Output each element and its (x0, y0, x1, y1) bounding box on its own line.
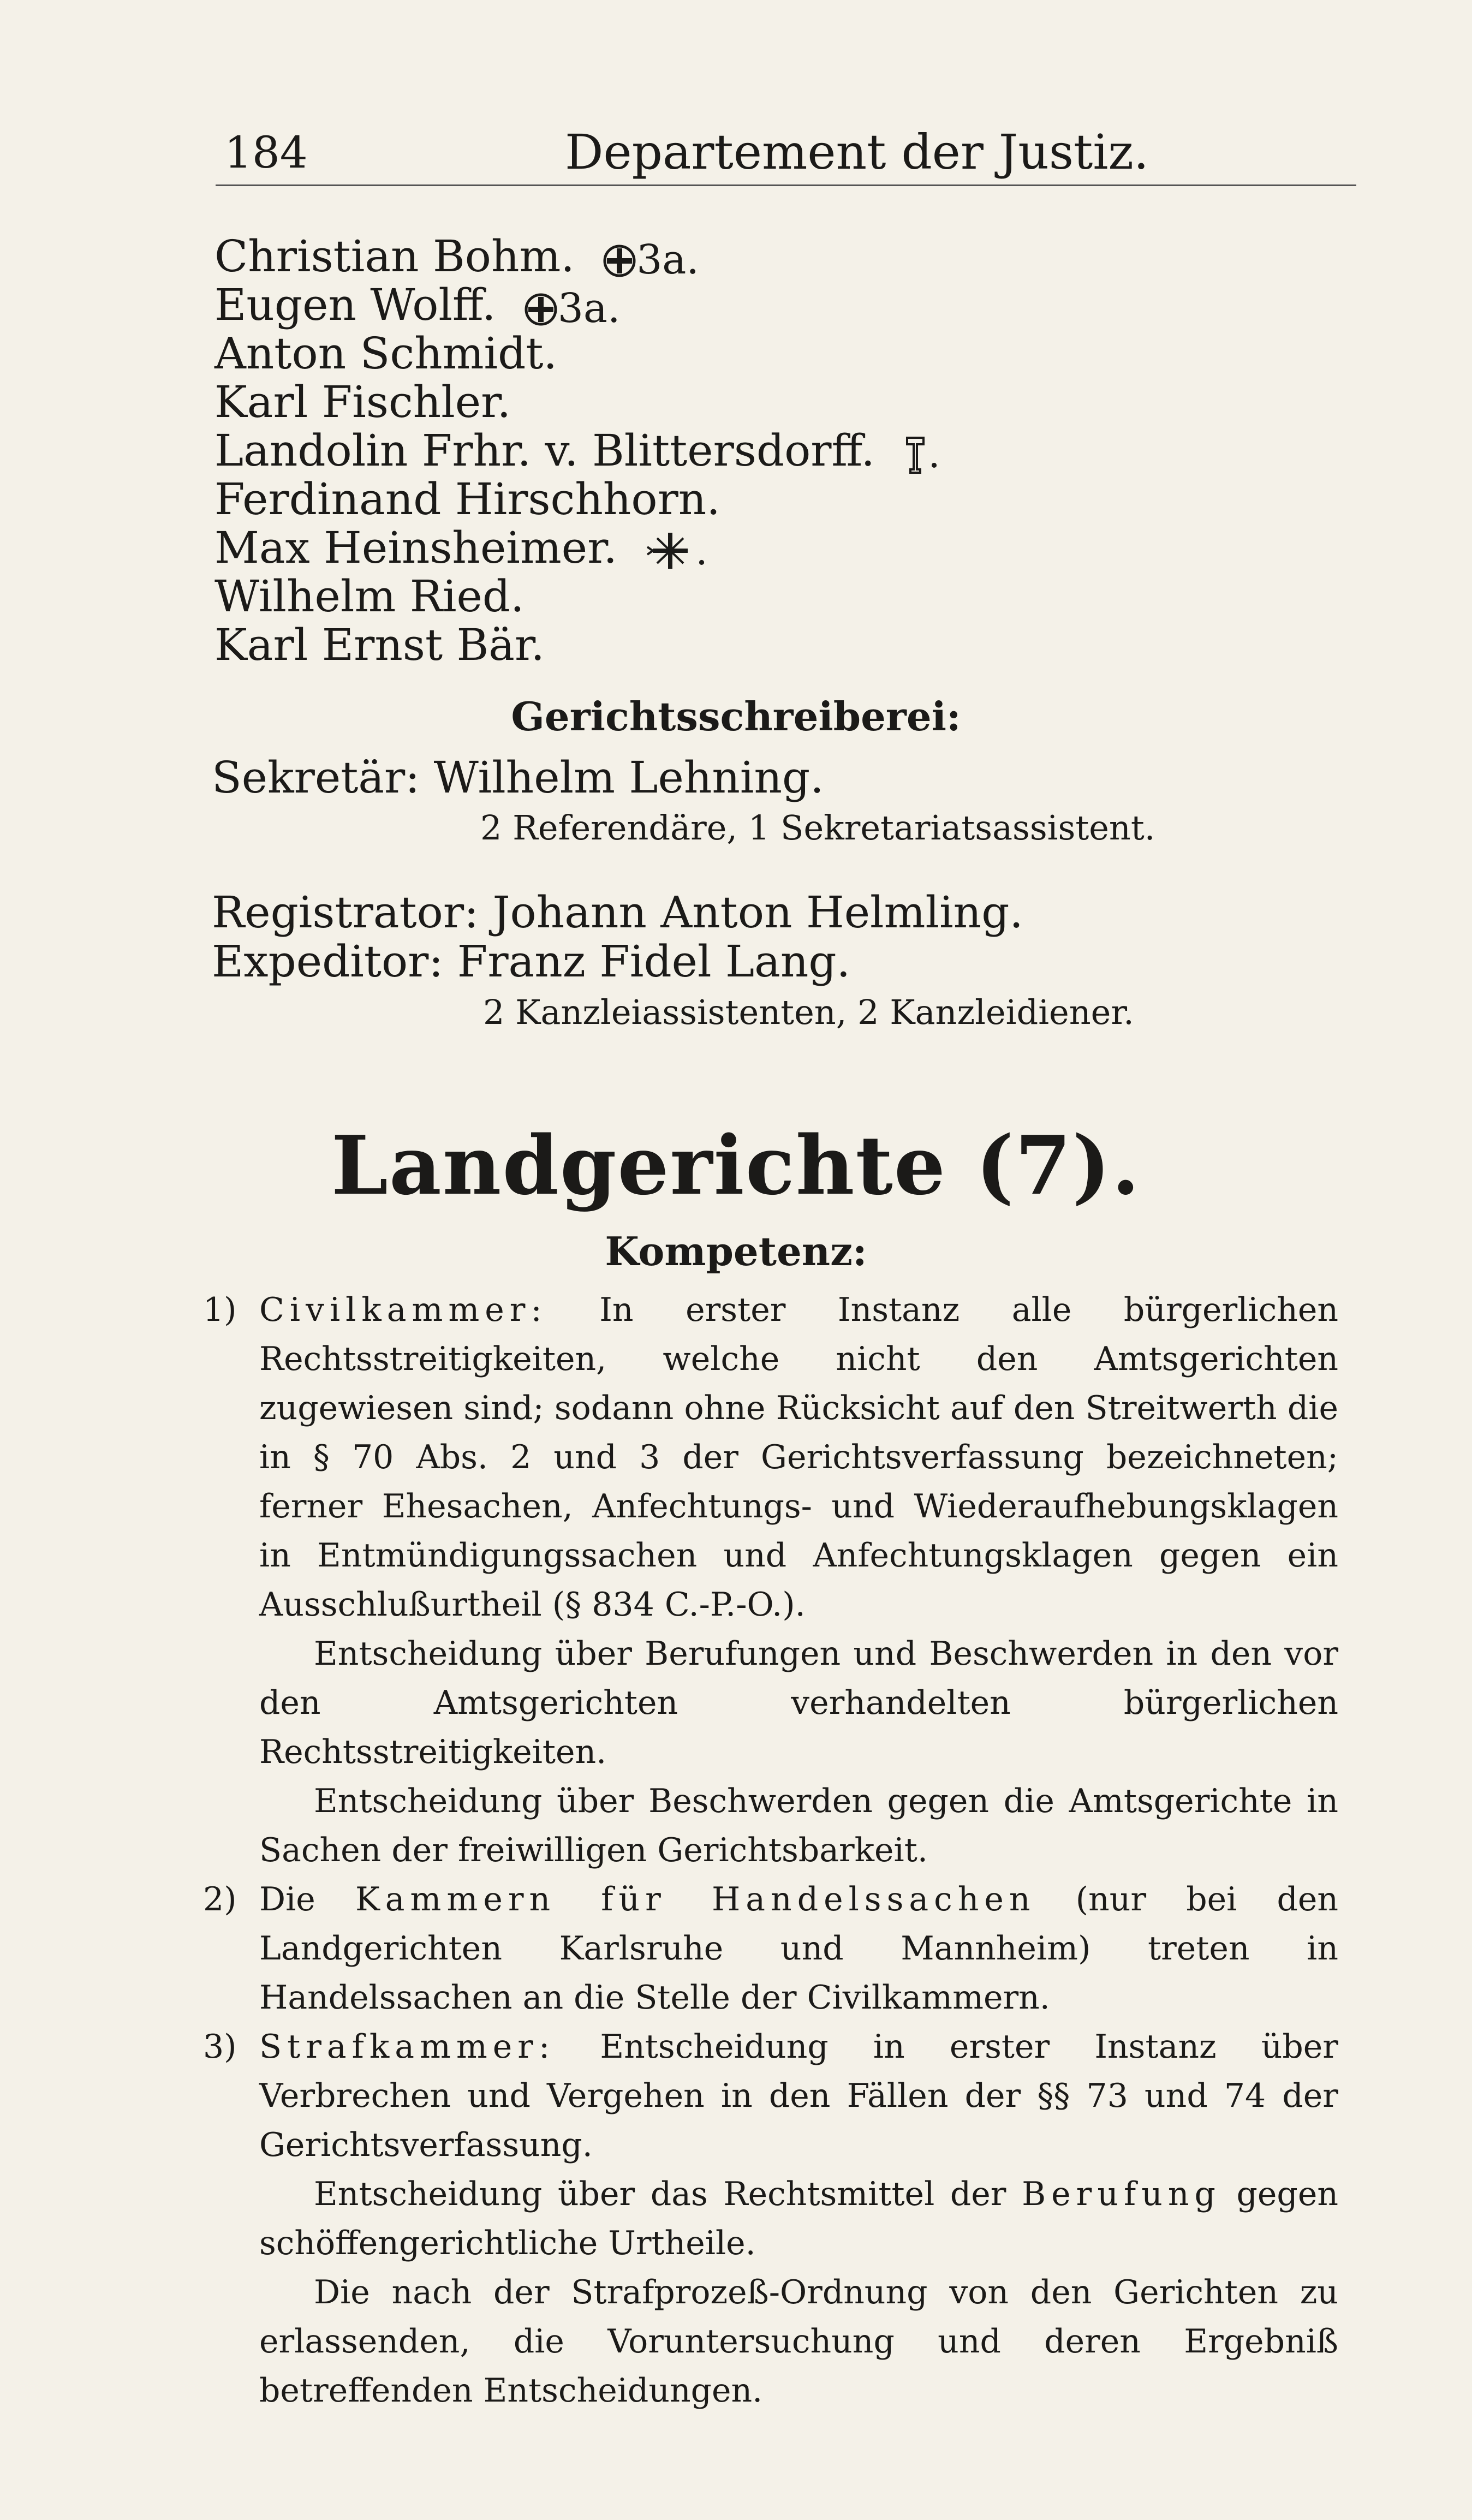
running-title: Departement der Justiz. (565, 124, 1149, 180)
item-text: In erster Instanz alle bürgerlichen Rechtsstreitigkeiten, welche nicht den Amtsgerichten zugewiesen sind; sodann ohne Rücksicht auf den Streitwerth die in § 70 Abs. 2 und 3 der Gerichtsverfassung bezeichneten; ferner Ehesachen, Anfechtungs- und Wiederaufhebungsklagen in Entmündigungssachen und Anfechtungsklagen gegen ein Ausschlußurtheil (§ 834 C.-P.-O.). (259, 1291, 1338, 1624)
expeditor-line: Expeditor: Franz Fidel Lang. (212, 936, 850, 987)
item-term: Strafkammer: (259, 2028, 556, 2066)
item-paragraph (259, 2170, 1338, 2268)
page-header (216, 117, 1256, 180)
person-name: Landolin Frhr. v. Blittersdorff. (214, 425, 875, 476)
competence-item (203, 1875, 1338, 2022)
name-entry (214, 523, 1252, 572)
name-entry (214, 475, 1252, 523)
item-paragraph: Entscheidung über Beschwerden gegen die Amtsgerichte in Sachen der freiwilligen Gerichtsbarkeit. (259, 1782, 1338, 1869)
chancery-staff-note: 2 Kanzleiassistenten, 2 Kanzleidiener. (483, 992, 1134, 1032)
order-class: 3a. (636, 236, 699, 283)
person-name: Anton Schmidt. (214, 328, 557, 379)
secretary-line: Sekretär: Wilhelm Lehning. (212, 752, 824, 803)
competence-item (203, 1285, 1338, 1875)
paragraph-text: gegen schöffengerichtliche Urtheile. (259, 2175, 1338, 2262)
page-number: 184 (224, 127, 308, 178)
name-entry (214, 329, 1252, 378)
item-paragraph: Entscheidung über Berufungen und Beschwerden in den vor den Amtsgerichten verhandelten bürgerlichen Rechtsstreitigkeiten. (259, 1635, 1338, 1771)
person-name: Max Heinsheimer. (214, 522, 617, 573)
name-entry (214, 621, 1252, 669)
order-decoration-icon (603, 236, 699, 284)
name-list (214, 232, 1252, 669)
person-name: Wilhelm Ried. (214, 571, 525, 622)
registrar-line: Registrator: Johann Anton Helmling. (212, 887, 1023, 938)
key-icon (903, 430, 940, 479)
item-number: 3) (203, 2028, 237, 2066)
item-term: Kammern für Handelssachen (355, 1880, 1036, 1919)
order-class: 3a. (557, 284, 621, 332)
item-text: Entscheidung in erster Instanz über Verbrechen und Vergehen in den Fällen der §§ 73 und 74 der Gerichtsverfassung. (259, 2028, 1338, 2164)
header-rule (216, 184, 1356, 186)
item-term: Civilkammer: (259, 1291, 547, 1329)
decoration-suffix: . (928, 432, 940, 476)
competence-item (203, 2022, 1338, 2415)
person-name: Karl Ernst Bär. (214, 619, 545, 670)
person-name: Ferdinand Hirschhorn. (214, 474, 720, 525)
name-entry (214, 378, 1252, 426)
order-decoration-icon (524, 284, 621, 333)
item-number: 2) (203, 1880, 237, 1919)
paragraph-term: Berufung (1022, 2175, 1221, 2213)
name-entry (214, 232, 1252, 281)
name-entry (214, 279, 1252, 332)
person-name: Karl Fischler. (214, 377, 511, 427)
item-number: 1) (203, 1291, 237, 1329)
decoration-suffix: . (695, 529, 708, 574)
clerk-office-title: Gerichtsschreiberei: (511, 693, 961, 740)
name-entry (214, 572, 1252, 621)
secretary-staff-note: 2 Referendäre, 1 Sekretariatsassistent. (480, 808, 1155, 848)
cross-icon (645, 527, 707, 576)
item-paragraph: Die nach der Strafprozeß-Ordnung von den Gerichten zu erlassenden, die Voruntersuchung und deren Ergebniß betreffenden Entscheidungen. (259, 2273, 1338, 2410)
section-title: Landgerichte (7). (331, 1118, 1141, 1213)
competence-list (203, 1285, 1338, 2415)
name-entry (214, 426, 1252, 475)
paragraph-text: Entscheidung über das Rechtsmittel der (314, 2175, 1006, 2213)
person-name: Eugen Wolff. (214, 279, 496, 330)
item-text-pre: Die (259, 1880, 315, 1919)
section-subtitle: Kompetenz: (605, 1228, 867, 1274)
item-text: (nur bei den Landgerichten Karlsruhe und Mannheim) treten in Handelssachen an die Stelle der Civilkammern. (259, 1880, 1339, 2017)
person-name: Christian Bohm. (214, 231, 575, 282)
